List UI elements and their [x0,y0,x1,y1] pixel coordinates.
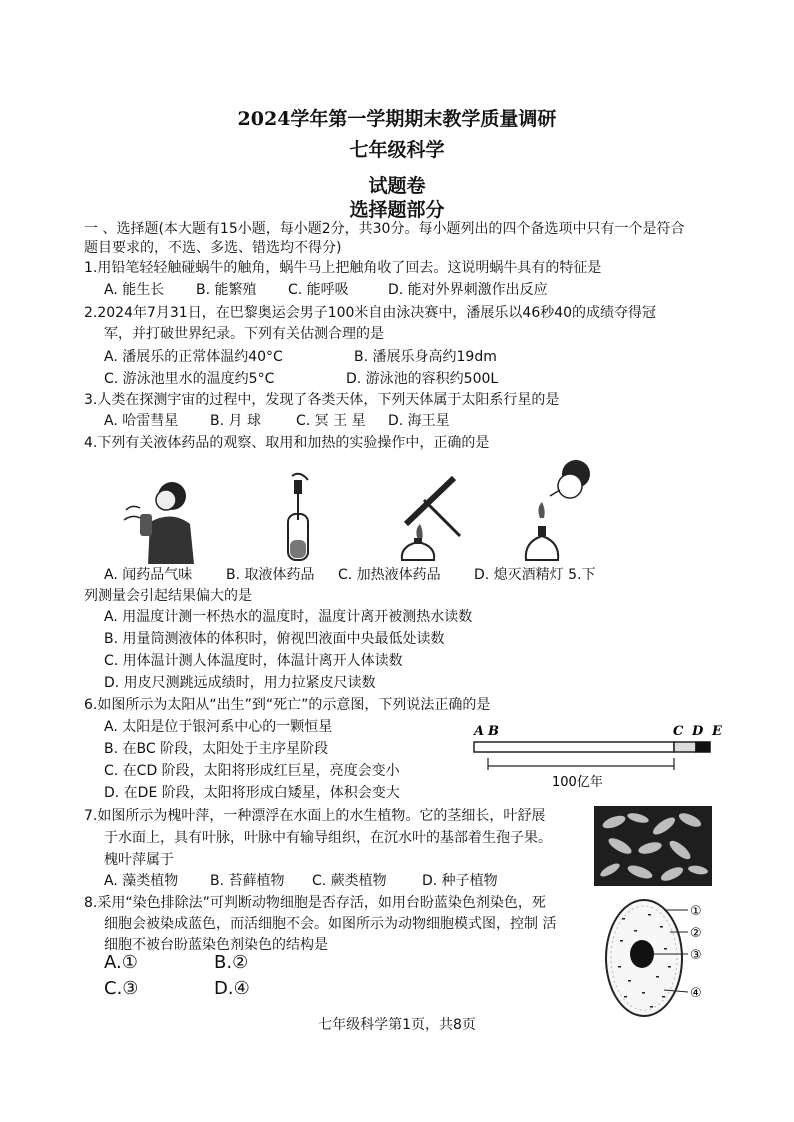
q7-stem-line1: 7.如图所示为槐叶萍，一种漂浮在水面上的水生植物。它的茎细长，叶舒展 [84,808,546,824]
extinguish-lamp-illustration [520,456,608,566]
salvinia-photo [594,806,712,886]
q1-option-a: A. 能生长 [104,282,165,298]
q1-stem: 1.用铅笔轻轻触碰蜗牛的触角，蜗牛马上把触角收了回去。这说明蜗牛具有的特征是 [84,260,602,276]
label-4: ④ [690,986,702,1001]
red-giant-bar [674,742,696,752]
q1-option-d: D. 能对外界刺激作出反应 [388,282,548,298]
q7-option-a: A. 藻类植物 [104,873,179,889]
q6-option-a: A. 太阳是位于银河系中心的一颗恒星 [104,719,333,735]
dropper-illustration [270,470,330,566]
q5-option-c: C. 用体温计测人体温度时，体温计离开人体读数 [104,653,403,669]
main-sequence-bar [474,742,674,752]
q7-stem-line2: 于水面上，具有叶脉，叶脉中有输导组织，在沉水叶的基部着生孢子果。 [104,830,552,846]
paper-title: 试题卷 [368,175,426,197]
q6-option-b: B. 在BC 阶段，太阳处于主序星阶段 [104,741,329,757]
q8-option-c: C.③ [104,978,139,999]
section-instruction-line2: 题目要求的，不选、多选、错选均不得分) [84,240,342,256]
sun-lifecycle-figure [470,720,730,792]
q2-option-c: C. 游泳池里水的温度约5°C [104,371,275,387]
q4-stem: 4.下列有关液体药品的观察、取用和加热的实验操作中，正确的是 [84,435,490,451]
white-dwarf-bar [696,742,710,752]
label-c: C [673,724,684,739]
section-instruction-line1: 一 、选择题(本大题有15小题，每小题2分，共30分。每小题列出的四个备选项中只有一个是符合 [84,221,685,237]
q4-option-a: A. 闻药品气味 [104,567,193,583]
q6-option-d: D. 在DE 阶段，太阳将形成白矮星，体积会变大 [104,785,400,801]
q8-stem-line2: 细胞会被染成蓝色，而活细胞不会。如图所示为动物细胞模式图，控制 活 [104,916,557,932]
q4-option-d: D. 熄灭酒精灯 5.下 [474,567,596,583]
label-3: ③ [690,948,702,963]
q4-option-c: C. 加热液体药品 [338,567,441,583]
exam-title: 2024学年第一学期期末教学质量调研 [237,108,557,130]
q1-option-b: B. 能繁殖 [196,282,257,298]
span-label: 100亿年 [552,775,603,790]
q2-option-d: D. 游泳池的容积约500L [346,371,499,387]
q2-option-a: A. 潘展乐的正常体温约40°C [104,349,283,365]
q3-stem: 3.人类在探测宇宙的过程中，发现了各类天体，下列天体属于太阳系行星的是 [84,392,560,408]
label-b: B [488,724,499,739]
q5-option-a: A. 用温度计测一杯热水的温度时，温度计离开被测热水读数 [104,609,473,625]
page-footer: 七年级科学第1页，共8页 [318,1017,476,1033]
cell-nucleus [630,940,654,968]
q3-option-b: B. 月 球 [210,413,261,429]
q3-option-c: C. 冥 王 星 [296,413,366,429]
q7-option-c: C. 蕨类植物 [312,873,387,889]
q3-option-d: D. 海王星 [388,413,450,429]
label-e: E [712,724,722,739]
label-a: A [474,724,485,739]
q7-option-d: D. 种子植物 [422,873,498,889]
q4-option-b: B. 取液体药品 [226,567,315,583]
subject-title: 七年级科学 [349,139,445,161]
q2-option-b: B. 潘展乐身高约19dm [354,349,497,365]
q7-stem-line3: 槐叶萍属于 [104,852,174,868]
q5-stem: 列测量会引起结果偏大的是 [84,588,252,604]
q2-stem-line1: 2.2024年7月31日，在巴黎奥运会男子100米自由泳决赛中，潘展乐以46秒40的成绩夺得冠 [84,305,657,321]
q6-option-c: C. 在CD 阶段，太阳将形成红巨星，亮度会变小 [104,763,400,779]
q8-option-a: A.① [104,952,138,973]
label-1: ① [690,904,702,919]
q6-stem: 6.如图所示为太阳从“出生”到“死亡”的示意图，下列说法正确的是 [84,697,491,713]
q7-option-b: B. 苔藓植物 [210,873,285,889]
label-d: D [692,724,704,739]
animal-cell-figure [598,896,718,1020]
q5-option-d: D. 用皮尺测跳远成绩时，用力拉紧皮尺读数 [104,675,376,691]
q2-stem-line2: 军，并打破世界纪录。下列有关估测合理的是 [104,326,384,342]
q1-option-c: C. 能呼吸 [288,282,349,298]
q3-option-a: A. 哈雷彗星 [104,413,179,429]
q8-option-b: B.② [214,952,249,973]
part-title: 选择题部分 [349,199,445,221]
q8-stem-line3: 细胞不被台盼蓝染色剂染色的结构是 [104,937,328,953]
label-2: ② [690,926,702,941]
q8-stem-line1: 8.采用“染色排除法”可判断动物细胞是否存活，如用台盼蓝染色剂染色，死 [84,895,546,911]
q8-option-d: D.④ [214,978,250,999]
q5-option-b: B. 用量筒测液体的体积时，俯视凹液面中央最低处读数 [104,631,445,647]
heat-liquid-illustration [388,470,472,566]
smell-chemical-illustration [120,470,200,566]
